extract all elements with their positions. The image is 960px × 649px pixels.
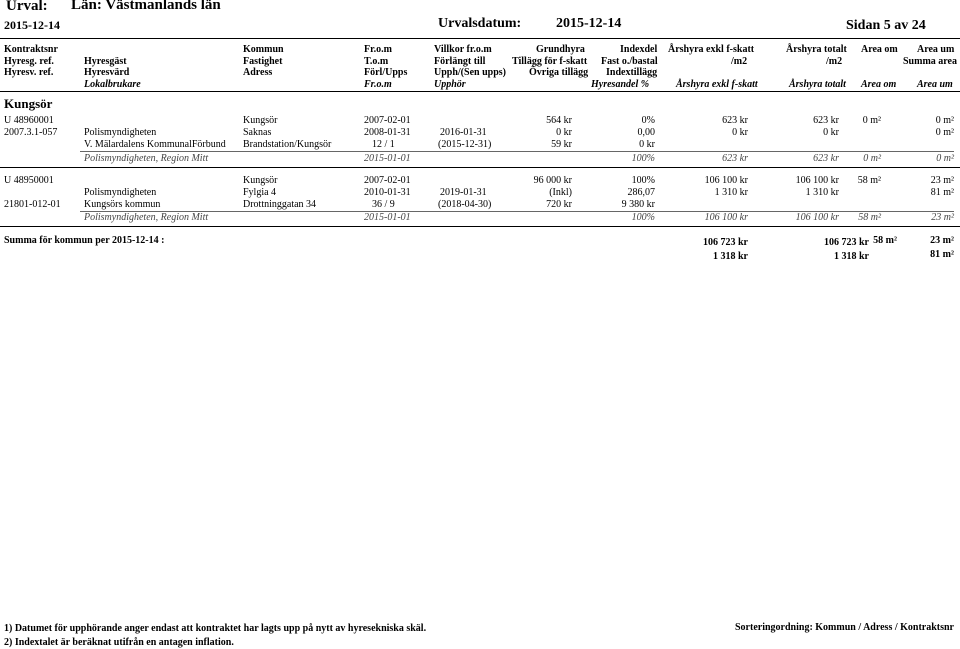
contract-area-um: 0 m²	[935, 115, 954, 126]
lokalbrukare-area-om: 0 m²	[863, 153, 881, 164]
contract-hyresgast: Polismyndigheten	[84, 187, 157, 198]
header-divider	[0, 38, 960, 39]
col-kontraktsnr: Kontraktsnr	[4, 44, 58, 55]
lokalbrukare-andel: 100%	[631, 153, 655, 164]
contract-summa-area: 0 m²	[935, 127, 954, 138]
footnote-1: 1) Datumet för upphörande anger endast att kontraktet har lagts upp på nytt av hyresekniska skäl.	[4, 623, 427, 634]
lokalbrukare-name: Polismyndigheten, Region Mitt	[84, 153, 209, 164]
col-adress: Adress	[243, 67, 273, 78]
contract-tom: 2008-01-31	[364, 127, 411, 138]
col-arshyra-exkl: Årshyra exkl f-skatt	[668, 44, 755, 55]
col-lb-area-om: Area om	[861, 79, 897, 90]
lokalbrukare-andel: 100%	[631, 212, 655, 223]
urvalsdatum-label: Urvalsdatum:	[438, 16, 522, 31]
col-m2-b: /m2	[826, 56, 843, 67]
contract-indexdel: 0%	[641, 115, 655, 126]
summary-summa-area: 81 m²	[930, 249, 954, 260]
footnote-2: 2) Indextalet är beräknat utifrån en antagen inflation.	[4, 637, 234, 648]
col-summa-area: Summa area	[903, 56, 957, 67]
contract-hyresv-ref: 21801-012-01	[4, 199, 61, 210]
col-fast-bastal: Fast o./bastal	[601, 56, 658, 67]
contract-grundhyra: 96 000 kr	[533, 175, 572, 186]
urvalsdatum-value: 2015-12-14	[556, 16, 622, 31]
contract-tillagg-fskatt: (Inkl)	[549, 187, 572, 198]
contract-indextillagg: 0 kr	[639, 139, 655, 150]
col-lb-hyresandel: Hyresandel %	[591, 79, 650, 90]
col-lb-upphor: Upphör	[434, 79, 466, 90]
col-area-um: Area um	[917, 44, 955, 55]
contract-hyresvard: V. Mälardalens KommunalFörbund	[84, 139, 226, 150]
contract-exkl-m2: 0 kr	[732, 127, 748, 138]
contract-hyresgast: Polismyndigheten	[84, 127, 157, 138]
contract-exkl-m2: 1 310 kr	[714, 187, 748, 198]
contract-forl-upps: 36 / 9	[372, 199, 395, 210]
col-arshyra-totalt: Årshyra totalt	[786, 44, 847, 55]
contract-indexdel: 100%	[631, 175, 655, 186]
col-area-om: Area om	[861, 44, 898, 55]
contract-upph: (2018-04-30)	[438, 199, 492, 210]
contract-hyresvard: Kungsörs kommun	[84, 199, 161, 210]
col-forlangt: Förlängt till	[434, 56, 486, 67]
lokalbrukare-area-om: 58 m²	[858, 212, 881, 223]
summary-area-um: 23 m²	[930, 235, 954, 246]
contract-arshyra-totalt: 623 kr	[813, 115, 839, 126]
contract-from: 2007-02-01	[364, 175, 411, 186]
col-lb-from: Fr.o.m	[364, 79, 392, 90]
contract-area-um: 23 m²	[930, 175, 954, 186]
contract-bastal: 286,07	[627, 187, 655, 198]
contract-number: U 48950001	[4, 175, 54, 186]
page-indicator: Sidan 5 av 24	[846, 18, 926, 33]
contract-divider	[0, 167, 960, 168]
report-date: 2015-12-14	[4, 18, 60, 32]
columns-divider	[0, 91, 960, 92]
contract-indextillagg: 9 380 kr	[621, 199, 655, 210]
contract-tom: 2010-01-31	[364, 187, 411, 198]
contract-arshyra-exkl: 623 kr	[722, 115, 748, 126]
contract-fastighet: Saknas	[243, 127, 272, 138]
contract-bastal: 0,00	[637, 127, 655, 138]
col-grundhyra: Grundhyra	[536, 44, 585, 55]
lokalbrukare-exkl: 623 kr	[722, 153, 748, 164]
col-indexdel: Indexdel	[620, 44, 658, 55]
lokalbrukare-totalt: 623 kr	[813, 153, 839, 164]
contract-ovriga: 59 kr	[551, 139, 572, 150]
contract-upph: (2015-12-31)	[438, 139, 492, 150]
contract-adress: Brandstation/Kungsör	[243, 139, 332, 150]
col-kommun: Kommun	[243, 44, 284, 55]
col-indextillagg: Indextillägg	[606, 67, 658, 78]
contract-adress: Drottninggatan 34	[243, 199, 317, 210]
col-hyresv-ref: Hyresv. ref.	[4, 67, 54, 78]
col-tillagg-fskatt: Tillägg för f-skatt	[512, 56, 588, 67]
contract-arshyra-totalt: 106 100 kr	[795, 175, 839, 186]
kommun-heading: Kungsör	[4, 96, 53, 111]
contract-arshyra-exkl: 106 100 kr	[704, 175, 748, 186]
contract-area-om: 0 m²	[862, 115, 881, 126]
contract-kommun: Kungsör	[243, 175, 278, 186]
summary-totalt-m2: 1 318 kr	[834, 251, 869, 262]
contract-kommun: Kungsör	[243, 115, 278, 126]
lokalbrukare-exkl: 106 100 kr	[704, 212, 748, 223]
contract-fastighet: Fylgia 4	[243, 187, 277, 198]
contract-tillagg-fskatt: 0 kr	[556, 127, 572, 138]
col-lb-arshyra-totalt: Årshyra totalt	[789, 79, 846, 90]
lokalbrukare-from: 2015-01-01	[364, 212, 411, 223]
col-m2-a: /m2	[731, 56, 748, 67]
col-hyresg-ref: Hyresg. ref.	[4, 56, 54, 67]
contract-divider	[0, 226, 960, 227]
contract-summa-area: 81 m²	[930, 187, 954, 198]
lokalbrukare-area-um: 0 m²	[936, 153, 954, 164]
col-ovriga-tillagg: Övriga tillägg	[529, 67, 589, 78]
lokalbrukare-divider	[80, 151, 954, 152]
summary-arshyra-totalt: 106 723 kr	[824, 237, 869, 248]
lokalbrukare-from: 2015-01-01	[364, 153, 411, 164]
contract-from: 2007-02-01	[364, 115, 411, 126]
col-fastighet: Fastighet	[243, 56, 283, 67]
col-lb-arshyra-exkl: Årshyra exkl f-skatt	[676, 79, 758, 90]
contract-forlangt: 2016-01-31	[440, 127, 487, 138]
contract-number: U 48960001	[4, 115, 54, 126]
contract-ovriga: 720 kr	[546, 199, 572, 210]
contract-forlangt: 2019-01-31	[440, 187, 487, 198]
contract-hyresg-ref: 2007.3.1-057	[4, 127, 58, 138]
col-hyresvard: Hyresvärd	[84, 67, 130, 78]
col-upph: Upph/(Sen upps)	[434, 67, 506, 78]
summary-area-om: 58 m²	[873, 235, 897, 246]
col-lokalbrukare: Lokalbrukare	[84, 79, 141, 90]
sort-order: Sorteringordning: Kommun / Adress / Kontraktsnr	[735, 622, 954, 633]
summary-exkl-m2: 1 318 kr	[713, 251, 748, 262]
col-tom: T.o.m	[364, 56, 389, 67]
contract-totalt-m2: 1 310 kr	[805, 187, 839, 198]
contract-grundhyra: 564 kr	[546, 115, 572, 126]
summary-label: Summa för kommun per 2015-12-14 :	[4, 235, 165, 246]
lokalbrukare-name: Polismyndigheten, Region Mitt	[84, 212, 209, 223]
contract-forl-upps: 12 / 1	[372, 139, 395, 150]
col-forl-upps: Förl/Upps	[364, 67, 408, 78]
col-from: Fr.o.m	[364, 44, 392, 55]
contract-area-om: 58 m²	[857, 175, 881, 186]
col-lb-area-um: Area um	[917, 79, 953, 90]
contract-totalt-m2: 0 kr	[823, 127, 839, 138]
lokalbrukare-totalt: 106 100 kr	[795, 212, 839, 223]
urval-value: Län: Västmanlands län	[71, 0, 221, 13]
col-villkor-from: Villkor fr.o.m	[434, 44, 492, 55]
urval-label: Urval:	[6, 0, 48, 14]
col-hyresgast: Hyresgäst	[84, 56, 127, 67]
summary-arshyra-exkl: 106 723 kr	[703, 237, 748, 248]
lokalbrukare-area-um: 23 m²	[931, 212, 954, 223]
